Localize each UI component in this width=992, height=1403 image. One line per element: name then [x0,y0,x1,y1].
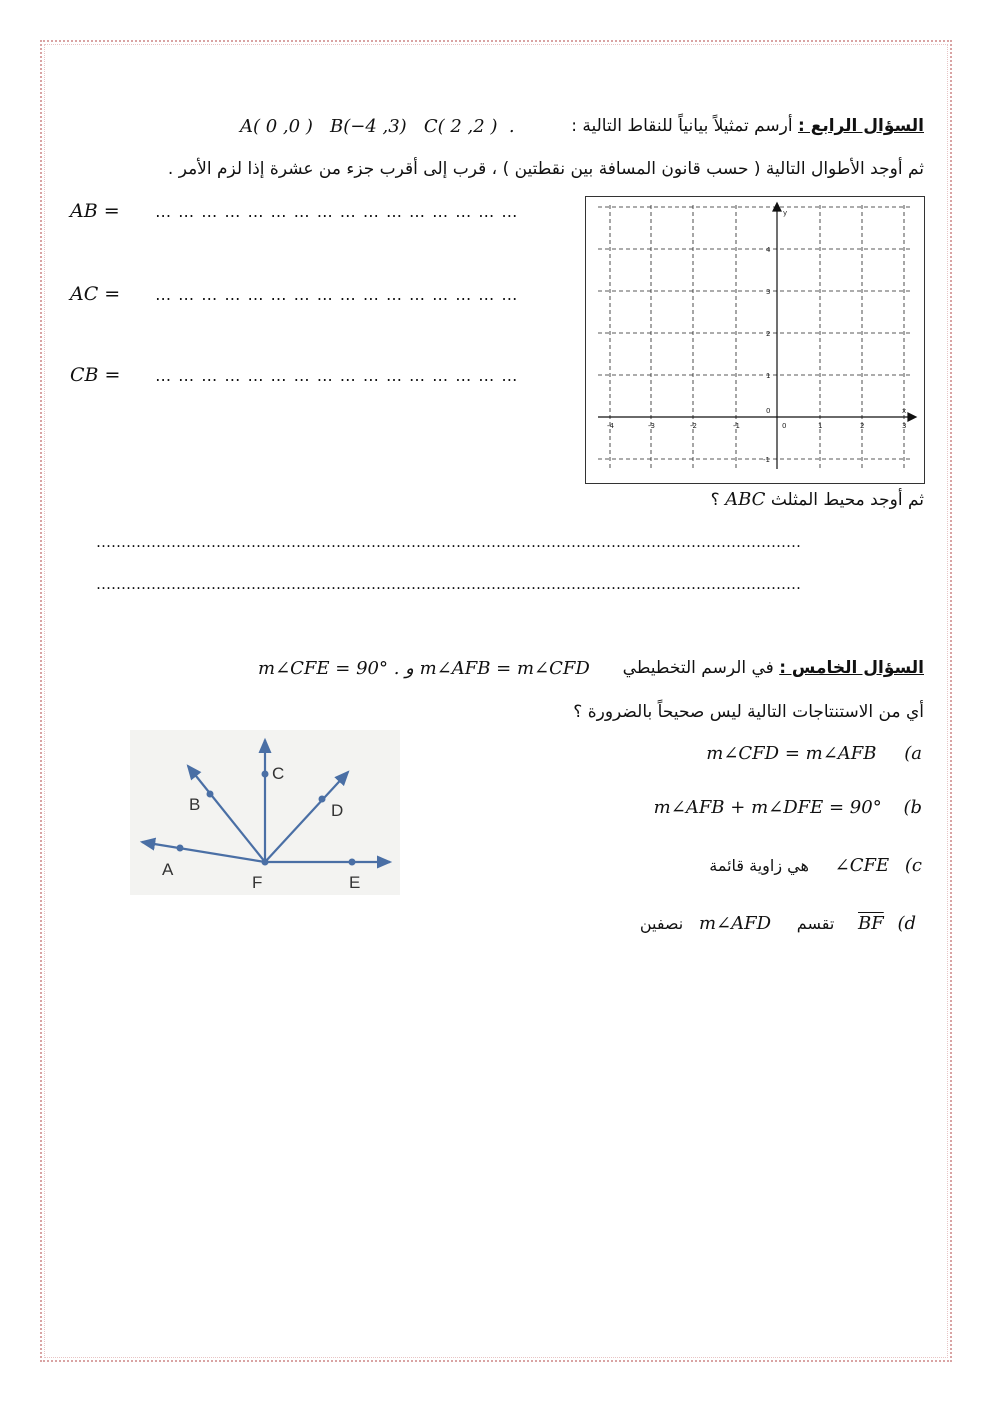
option-c[interactable] [709,855,922,876]
answer-line[interactable]: …………………………………………………………………………………………………………………………… [96,575,801,593]
option-c-math: ∠CFE [834,855,890,876]
option-d-math2: m∠AFD [698,913,772,934]
perimeter-math: ABC [725,489,766,510]
length-blank[interactable]: … … … … … … … … … … … … … … … … [155,285,519,304]
x-axis-label: x [902,407,907,415]
length-blank[interactable]: … … … … … … … … … … … … … … … … [155,202,519,221]
length-row-ab [70,200,518,222]
point-b [207,791,214,798]
label-e: E [349,873,361,892]
point-e [349,859,356,866]
x-tick: -1 [733,422,740,430]
option-a[interactable] [706,743,922,764]
y-axis-label: y [783,209,788,217]
y-tick: 3 [766,288,771,296]
x-tick: -3 [648,422,655,430]
label-b: B [189,795,201,814]
x-tick: 2 [860,422,865,430]
option-a-letter: (a [904,743,922,764]
y-tick: 2 [766,330,771,338]
q5-intro: في الرسم التخطيطي [622,658,780,678]
perimeter-question [424,489,924,510]
option-d-letter: (d [897,913,916,934]
q5-question: أي من الاستنتاجات التالية ليس صحيحاً بالضرورة ؟ [573,702,924,722]
option-a-math: m∠CFD = m∠AFB [706,743,877,764]
label-c: C [272,764,285,783]
y-tick: 1 [766,372,771,380]
option-b[interactable] [654,797,922,818]
x-axis-arrow-icon [908,413,916,421]
label-f: F [252,873,263,892]
answer-line[interactable]: …………………………………………………………………………………………………………………………… [96,533,801,551]
option-c-text: هي زاوية قائمة [709,856,809,875]
ray-fb [188,766,265,862]
y-tick: 0 [766,407,771,415]
label-a: A [162,860,174,879]
coordinate-grid-svg [586,197,923,482]
option-b-math: m∠AFB + m∠DFE = 90° [653,797,882,818]
option-d-text: تقسم [796,914,835,933]
option-d-text2: نصفين [639,914,684,933]
point-d [319,796,326,803]
length-row-ac [70,283,518,305]
angle-diagram-svg [130,730,400,895]
q4-intro: أرسم تمثيلاً بيانياً للنقاط التالية : [571,116,798,136]
x-tick: -2 [690,422,697,430]
point-f [262,859,269,866]
length-label: AB = [70,200,120,222]
length-row-cb [70,364,518,386]
q5-title: السؤال الخامس : [779,658,924,678]
angle-diagram [130,730,400,895]
option-b-letter: (b [903,797,922,818]
length-label: CB = [70,364,121,386]
point-c [262,771,269,778]
x-tick: 3 [902,422,907,430]
length-blank[interactable]: … … … … … … … … … … … … … … … … [155,366,519,385]
coordinate-grid[interactable] [585,196,925,484]
q4-title: السؤال الرابع : [798,116,924,136]
y-tick: 4 [766,246,771,254]
option-c-letter: (c [904,855,922,876]
option-d[interactable] [640,913,916,934]
x-tick: 0 [782,422,787,430]
q4-instruction: ثم أوجد الأطوال التالية ( حسب قانون المسافة بين نقطتين ) ، قرب إلى أقرب جزء من عشرة إذا لزم الأمر . [167,159,924,179]
x-tick: -4 [607,422,614,430]
ray-fa [142,842,265,862]
q4-points: A( 0 ,0 ) B(−4 ,3) C( 2 ,2 ) . [240,116,515,137]
q5-given: m∠CFE = 90° . و m∠AFB = m∠CFD [258,658,590,679]
point-a [177,845,184,852]
length-label: AC = [70,283,121,305]
option-d-math: $\overline{BF}$ [858,913,884,934]
label-d: D [331,801,344,820]
x-tick: 1 [818,422,823,430]
perimeter-qmark: ؟ [710,490,720,510]
y-tick: -1 [763,456,770,464]
perimeter-prompt: ثم أوجد محيط المثلث [770,490,924,510]
